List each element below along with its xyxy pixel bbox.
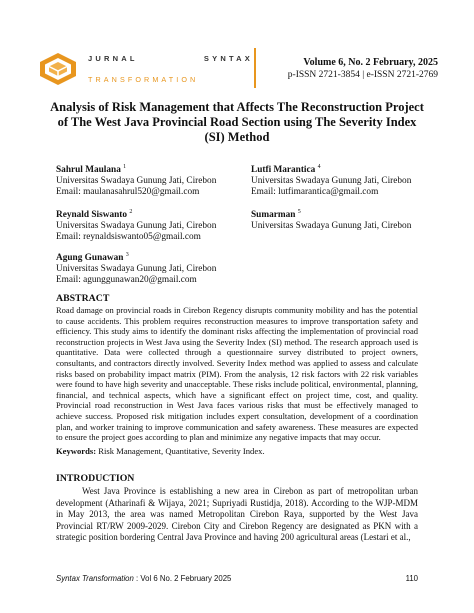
author-1: [56, 162, 246, 198]
author-name: Reynald Siswanto: [56, 210, 128, 221]
footer-journal: Syntax Transformation: [56, 574, 134, 583]
author-name: Agung Gunawan: [56, 253, 124, 264]
author-index: 1: [123, 164, 127, 170]
author-index: 2: [129, 209, 133, 215]
abstract-body: Road damage on provincial roads in Cirebon Regency disrupts community mobility and has the potential to cause accidents. This problem requires reconstruction measures to improve transportation safety and efficiency. This study aims to identify the dominant risks affecting the implementation of provincial road reconstruction projects in West Java using the Severity Index (SI) method. The research approach used is quantitative. Data were collected through a questionnaire survey distributed to project owners, consultants, and contractors directly involved. Severity Index method was applied to assess and calculate risks based on probability impact matrix (PIM). From the analysis, 12 risk factors with 22 risk variables were found to have high severity and unacceptable. These risks include political, environmental, planning, financial, and technical aspects, which have a significant effect on project time, cost, and quality. Provincial road reconstruction in West Java faces various risks that must be effectively managed to achieve success. Proposed risk mitigation includes expert consultation, development of a coordination plan, and worker training to improve communication and safety awareness. These measures are expected to ensure the project goes according to plan and minimize any negative impacts that may occur.: [56, 305, 418, 443]
author-affiliation: Universitas Swadaya Gunung Jati, Cirebon: [56, 264, 217, 275]
author-5: [251, 207, 441, 232]
abstract-section: [56, 293, 418, 443]
author-index: 3: [125, 252, 129, 258]
footer-issue: : Vol 6 No. 2 February 2025: [133, 574, 232, 583]
author-index: 4: [317, 164, 321, 170]
keywords-value: Risk Management, Quantitative, Severity Index.: [98, 446, 265, 456]
author-affiliation: Universitas Swadaya Gunung Jati, Cirebon: [56, 221, 217, 232]
author-2: [56, 207, 246, 243]
abstract-heading: ABSTRACT: [56, 293, 110, 304]
logo-word-jurnal: JURNAL: [88, 54, 138, 63]
author-affiliation: Universitas Swadaya Gunung Jati, Cirebon: [56, 176, 217, 187]
journal-logo-text: [88, 54, 253, 84]
author-affiliation: Universitas Swadaya Gunung Jati, Cirebon: [251, 221, 412, 232]
syntax-logo-icon: [38, 52, 78, 86]
logo-divider: [254, 48, 256, 88]
logo-word-syntax: SYNTAX: [203, 54, 253, 63]
paper-title: Analysis of Risk Management that Affects The Reconstruction Project of The West Java Provincial Road Section using The Severity Index (SI) Method: [50, 100, 424, 144]
author-email: Email: lutfimarantica@gmail.com: [251, 187, 379, 198]
author-3: [56, 250, 246, 286]
volume-info: Volume 6, No. 2 February, 2025: [303, 57, 438, 68]
author-4: [251, 162, 441, 198]
author-name: Lutfi Marantica: [251, 165, 316, 176]
logo-word-transformation: TRANSFORMATION: [88, 75, 199, 84]
issn-info: p-ISSN 2721-3854 | e-ISSN 2721-2769: [287, 70, 438, 80]
keywords-label: Keywords:: [56, 446, 97, 456]
author-affiliation: Universitas Swadaya Gunung Jati, Cirebon: [251, 176, 412, 187]
introduction-body: West Java Province is establishing a new area in Cirebon as part of metropolitan urban development (Atharinafi & Wijaya, 2021; Supriyadi Rustidja, 2018). According to the WJP-MDM in May 2013, the area was named Metropolitan Cirebon Raya, supported by the West Java Provincial RT/RW 2009-2029. Cirebon City and Cirebon Regency are designated as PKN with a strategic position bordering Central Java Province and having 200 agricultural areas (Lestari et al.,: [56, 486, 418, 543]
introduction-section: [56, 473, 418, 544]
page-footer: [56, 574, 418, 583]
author-index: 5: [297, 209, 301, 215]
author-name: Sahrul Maulana: [56, 165, 121, 176]
keywords-line: [56, 446, 418, 456]
author-email: Email: agunggunawan20@gmail.com: [56, 275, 197, 286]
author-email: Email: maulanasahrul520@gmail.com: [56, 187, 200, 198]
author-email: Email: reynaldsiswanto05@gmail.com: [56, 232, 201, 243]
page-number: 110: [405, 574, 418, 583]
journal-header: [38, 44, 438, 94]
introduction-heading: INTRODUCTION: [56, 473, 135, 484]
author-name: Sumarman: [251, 210, 296, 221]
